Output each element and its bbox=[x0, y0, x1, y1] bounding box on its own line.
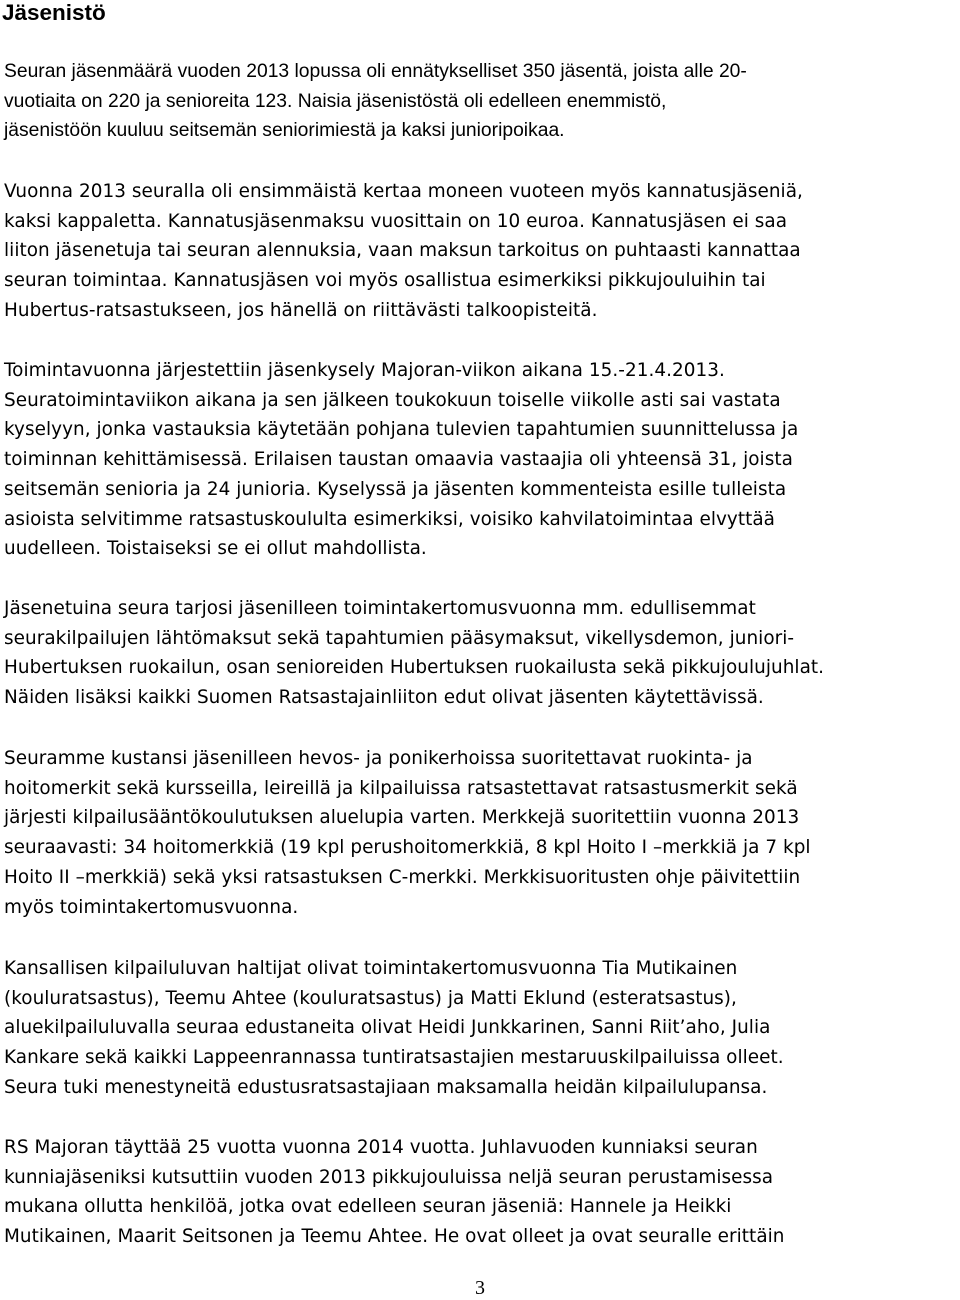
text-line: seitsemän senioria ja 24 junioria. Kyselyssä ja jäsenten kommenteista esille tulleista bbox=[4, 478, 787, 500]
text-line: vuotiaita on 220 ja senioreita 123. Naisia jäsenistöstä oli edelleen enemmistö, bbox=[4, 90, 667, 112]
text-line: seurakilpailujen lähtömaksut sekä tapahtumien pääsymaksut, vikellysdemon, juniori- bbox=[4, 627, 795, 649]
text-line: (kouluratsastus), Teemu Ahtee (kouluratsastus) ja Matti Eklund (esteratsastus), bbox=[4, 987, 737, 1009]
text-line: Seuratoimintaviikon aikana ja sen jälkeen toukokuun toiselle viikolle asti sai vastata bbox=[4, 389, 781, 411]
text-line: mukana ollutta henkilöä, jotka ovat edelleen seuran jäseniä: Hannele ja Heikki bbox=[4, 1196, 732, 1218]
text-line: uudelleen. Toistaiseksi se ei ollut mahdollista. bbox=[4, 538, 427, 560]
text-line: Kansallisen kilpailuluvan haltijat olivat toimintakertomusvuonna Tia Mutikainen bbox=[4, 958, 738, 979]
text-line: jäsenistöön kuuluu seitsemän seniorimiestä ja kaksi junioripoikaa. bbox=[4, 120, 565, 142]
text-line: Mutikainen, Maarit Seitsonen ja Teemu Ahtee. He ovat olleet ja ovat seuralle erittäin bbox=[4, 1226, 785, 1248]
text-line: Kankare sekä kaikki Lappeenrannassa tuntiratsastajien mestaruuskilpailuissa olleet. bbox=[4, 1047, 784, 1069]
text-line: Hubertuksen ruokailun, osan senioreiden Hubertuksen ruokailusta sekä pikkujoulujuhlat. bbox=[4, 657, 825, 679]
paragraph-anniversary bbox=[4, 1133, 954, 1252]
section-title: Jäsenistö bbox=[2, 0, 106, 25]
text-line: seuran toimintaa. Kannatusjäsen voi myös osallistua esimerkiksi pikkujouluihin tai bbox=[4, 270, 766, 292]
text-line: Näiden lisäksi kaikki Suomen Ratsastajainliiton edut olivat jäsenten käytettävissä. bbox=[4, 687, 764, 709]
paragraph-member-survey bbox=[4, 356, 954, 564]
text-line: liiton jäsenetuja tai seuran alennuksia, vaan maksun tarkoitus on puhtaasti kannattaa bbox=[4, 240, 801, 262]
text-line: toiminnan kehittämisessä. Erilaisen taustan omaavia vastaajia oli yhteensä 31, joista bbox=[4, 449, 793, 471]
paragraph-member-benefits bbox=[4, 594, 954, 713]
text-line: seuraavasti: 34 hoitomerkkiä (19 kpl perushoitomerkkiä, 8 kpl Hoito I –merkkiä ja 7 kpl bbox=[4, 837, 811, 859]
paragraph-membership-count bbox=[4, 57, 954, 146]
text-line: Vuonna 2013 seuralla oli ensimmäistä kertaa moneen vuoteen myös kannatusjäseniä, bbox=[4, 181, 803, 202]
text-line: kunniajäseniksi kutsuttiin vuoden 2013 pikkujouluissa neljä seuran perustamisessa bbox=[4, 1166, 774, 1188]
text-line: kyselyyn, jonka vastauksia käytetään pohjana tulevien tapahtumien suunnittelussa ja bbox=[4, 419, 799, 441]
page-number: 3 bbox=[475, 1277, 485, 1299]
text-line: aluekilpailuluvalla seuraa edustaneita olivat Heidi Junkkarinen, Sanni Riit’aho, Julia bbox=[4, 1017, 771, 1039]
text-line: Jäsenetuina seura tarjosi jäsenilleen toimintakertomusvuonna mm. edullisemmat bbox=[4, 598, 756, 619]
text-line: Seuran jäsenmäärä vuoden 2013 lopussa oli ennätykselliset 350 jäsentä, joista alle 20- bbox=[4, 61, 747, 82]
text-line: kaksi kappaletta. Kannatusjäsenmaksu vuosittain on 10 euroa. Kannatusjäsen ei saa bbox=[4, 210, 788, 232]
text-line: Toimintavuonna järjestettiin jäsenkysely Majoran-viikon aikana 15.-21.4.2013. bbox=[4, 360, 725, 381]
text-line: Seuramme kustansi jäsenilleen hevos- ja ponikerhoissa suoritettavat ruokinta- ja bbox=[4, 748, 753, 769]
text-line: asioista selvitimme ratsastuskoululta esimerkiksi, voisiko kahvilatoimintaa elvyttää bbox=[4, 508, 776, 530]
text-line: Seura tuki menestyneitä edustusratsastajiaan maksamalla heidän kilpailulupansa. bbox=[4, 1076, 768, 1098]
text-line: Hoito II –merkkiä) sekä yksi ratsastuksen C-merkki. Merkkisuoritusten ohje päivitettiin bbox=[4, 866, 801, 888]
text-line: RS Majoran täyttää 25 vuotta vuonna 2014 vuotta. Juhlavuoden kunniaksi seuran bbox=[4, 1137, 758, 1158]
paragraph-competition-licenses bbox=[4, 954, 954, 1103]
text-line: myös toimintakertomusvuonna. bbox=[4, 896, 299, 918]
paragraph-supporting-members bbox=[4, 177, 954, 326]
text-line: Hubertus-ratsastukseen, jos hänellä on riittävästi talkoopisteitä. bbox=[4, 299, 598, 321]
text-line: järjesti kilpailusääntökoulutuksen aluelupia varten. Merkkejä suoritettiin vuonna 2013 bbox=[4, 807, 800, 829]
paragraph-badges bbox=[4, 744, 954, 922]
text-line: hoitomerkit sekä kursseilla, leireillä ja kilpailuissa ratsastettavat ratsastusmerkit sekä bbox=[4, 777, 798, 799]
